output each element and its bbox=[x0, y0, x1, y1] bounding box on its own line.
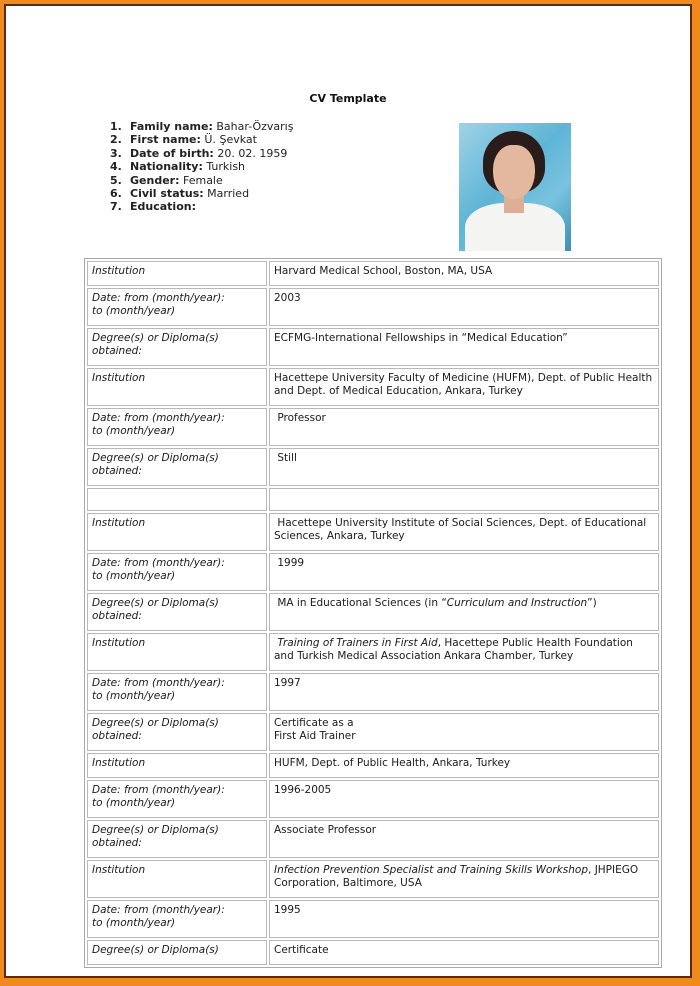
table-row bbox=[87, 633, 659, 671]
date-label: Date: from (month/year): to (month/year) bbox=[87, 780, 267, 818]
table-row bbox=[87, 368, 659, 406]
date-value: 1995 bbox=[269, 900, 659, 938]
date-value: 1997 bbox=[269, 673, 659, 711]
table-row bbox=[87, 448, 659, 486]
institution-label: Institution bbox=[87, 368, 267, 406]
date-value: 1996-2005 bbox=[269, 780, 659, 818]
info-education: 7. Education: bbox=[110, 200, 196, 214]
institution-value: Hacettepe University Institute of Social Sciences, Dept. of Educational Sciences, Ankara, Turkey bbox=[269, 513, 659, 551]
date-label: Date: from (month/year): to (month/year) bbox=[87, 408, 267, 446]
degree-label: Degree(s) or Diploma(s) obtained: bbox=[87, 448, 267, 486]
institution-label: Institution bbox=[87, 753, 267, 778]
degree-label: Degree(s) or Diploma(s) obtained: bbox=[87, 820, 267, 858]
page-title: CV Template bbox=[309, 92, 387, 105]
degree-label: Degree(s) or Diploma(s) obtained: bbox=[87, 713, 267, 751]
info-date-of-birth: 3. Date of birth: 20. 02. 1959 bbox=[110, 146, 288, 160]
table-row bbox=[87, 553, 659, 591]
degree-value: Certificate as a First Aid Trainer bbox=[269, 713, 659, 751]
degree-value: Associate Professor bbox=[269, 820, 659, 858]
date-value: 1999 bbox=[269, 553, 659, 591]
table-row bbox=[87, 780, 659, 818]
table-row bbox=[87, 261, 659, 286]
date-value: Professor bbox=[269, 408, 659, 446]
table-row bbox=[87, 713, 659, 751]
date-label: Date: from (month/year): to (month/year) bbox=[87, 288, 267, 326]
table-row bbox=[87, 513, 659, 551]
table-row bbox=[87, 860, 659, 898]
education-table bbox=[84, 258, 662, 968]
info-nationality: 4. Nationality: Turkish bbox=[110, 160, 246, 174]
info-civil-status: 6. Civil status: Married bbox=[110, 187, 250, 201]
table-row-empty bbox=[87, 488, 659, 511]
institution-value: Hacettepe University Faculty of Medicine (HUFM), Dept. of Public Health and Dept. of Medical Education, Ankara, Turkey bbox=[269, 368, 659, 406]
degree-value: ECFMG-International Fellowships in “Medical Education” bbox=[269, 328, 659, 366]
institution-label: Institution bbox=[87, 513, 267, 551]
degree-label: Degree(s) or Diploma(s) obtained: bbox=[87, 328, 267, 366]
document-page bbox=[4, 4, 692, 978]
info-family-name: 1. Family name: Bahar-Özvarış bbox=[110, 120, 294, 133]
institution-value: Training of Trainers in First Aid, Hacettepe Public Health Foundation and Turkish Medical Association Ankara Chamber, Turkey bbox=[269, 633, 659, 671]
degree-value: MA in Educational Sciences (in “Curriculum and Instruction”) bbox=[269, 593, 659, 631]
degree-label: Degree(s) or Diploma(s) obtained: bbox=[87, 593, 267, 631]
table-row bbox=[87, 408, 659, 446]
institution-value: Infection Prevention Specialist and Training Skills Workshop, JHPIEGO Corporation, Baltimore, USA bbox=[269, 860, 659, 898]
info-gender: 5. Gender: Female bbox=[110, 173, 223, 187]
table-row bbox=[87, 940, 659, 965]
info-first-name: 2. First name: Ü. Şevkat bbox=[110, 133, 257, 147]
date-label: Date: from (month/year): to (month/year) bbox=[87, 900, 267, 938]
date-value: 2003 bbox=[269, 288, 659, 326]
table-row bbox=[87, 900, 659, 938]
institution-label: Institution bbox=[87, 633, 267, 671]
institution-value: HUFM, Dept. of Public Health, Ankara, Turkey bbox=[269, 753, 659, 778]
institution-label: Institution bbox=[87, 261, 267, 286]
degree-label: Degree(s) or Diploma(s) bbox=[87, 940, 267, 965]
table-row bbox=[87, 328, 659, 366]
table-row bbox=[87, 820, 659, 858]
degree-value: Certificate bbox=[269, 940, 659, 965]
personal-info-list bbox=[110, 120, 293, 214]
table-row bbox=[87, 288, 659, 326]
table-row bbox=[87, 593, 659, 631]
institution-label: Institution bbox=[87, 860, 267, 898]
institution-value: Harvard Medical School, Boston, MA, USA bbox=[269, 261, 659, 286]
date-label: Date: from (month/year): to (month/year) bbox=[87, 673, 267, 711]
degree-value: Still bbox=[269, 448, 659, 486]
date-label: Date: from (month/year): to (month/year) bbox=[87, 553, 267, 591]
portrait-photo-icon bbox=[459, 123, 571, 251]
table-row bbox=[87, 673, 659, 711]
table-row bbox=[87, 753, 659, 778]
